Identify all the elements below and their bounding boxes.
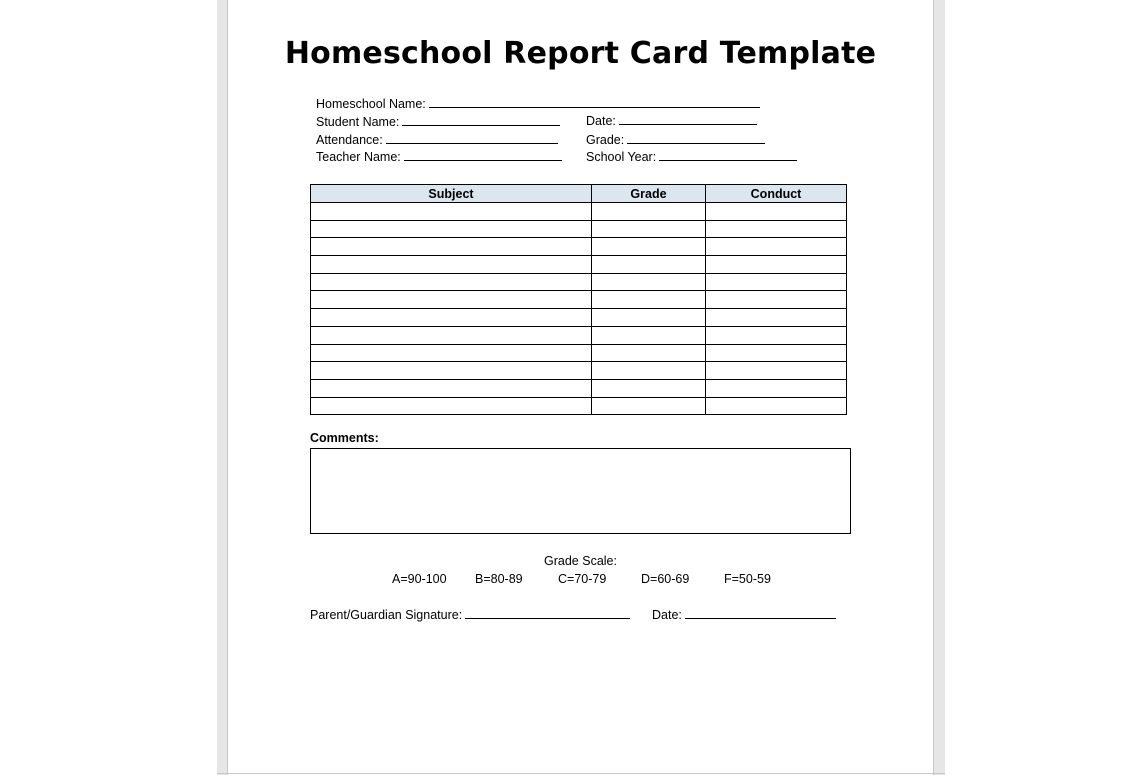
grades-table-body — [311, 203, 847, 415]
table-row — [311, 291, 847, 309]
subject-cell[interactable] — [311, 203, 592, 221]
grade-label: Grade: — [586, 133, 625, 147]
table-row — [311, 397, 847, 415]
page-left-gutter — [217, 0, 228, 775]
attendance-line[interactable] — [386, 133, 558, 144]
conduct-cell[interactable] — [706, 344, 847, 362]
grade-cell[interactable] — [592, 326, 706, 344]
subject-cell[interactable] — [311, 326, 592, 344]
conduct-cell[interactable] — [706, 362, 847, 380]
parent-signature-line[interactable] — [465, 608, 630, 619]
page-bottom-edge — [217, 773, 945, 774]
grade-scale-item-c: C=70-79 — [558, 572, 607, 586]
homeschool-name-field[interactable] — [316, 97, 760, 112]
conduct-cell[interactable] — [706, 397, 847, 415]
grade-scale-title: Grade Scale: — [544, 554, 617, 568]
subject-cell[interactable] — [311, 344, 592, 362]
grades-table — [310, 184, 847, 415]
grade-scale-item-b: B=80-89 — [475, 572, 523, 586]
grade-cell[interactable] — [592, 203, 706, 221]
subject-cell[interactable] — [311, 273, 592, 291]
table-row — [311, 326, 847, 344]
grade-cell[interactable] — [592, 397, 706, 415]
signature-date-label: Date: — [652, 608, 682, 622]
table-row — [311, 238, 847, 256]
table-row — [311, 220, 847, 238]
grade-scale-item-a: A=90-100 — [392, 572, 447, 586]
table-row — [311, 362, 847, 380]
subject-header: Subject — [311, 185, 592, 203]
table-row — [311, 344, 847, 362]
homeschool-name-line[interactable] — [429, 97, 760, 108]
conduct-cell[interactable] — [706, 379, 847, 397]
conduct-cell[interactable] — [706, 291, 847, 309]
grade-cell[interactable] — [592, 238, 706, 256]
grade-field[interactable] — [586, 133, 765, 148]
conduct-header: Conduct — [706, 185, 847, 203]
subject-cell[interactable] — [311, 220, 592, 238]
table-row — [311, 256, 847, 274]
date-line[interactable] — [619, 114, 757, 125]
school-year-line[interactable] — [659, 150, 797, 161]
document-title: Homeschool Report Card Template — [284, 36, 877, 71]
grade-cell[interactable] — [592, 362, 706, 380]
subject-cell[interactable] — [311, 309, 592, 327]
table-row — [311, 379, 847, 397]
grade-cell[interactable] — [592, 379, 706, 397]
conduct-cell[interactable] — [706, 238, 847, 256]
table-row — [311, 309, 847, 327]
parent-signature-label: Parent/Guardian Signature: — [310, 608, 463, 622]
subject-cell[interactable] — [311, 238, 592, 256]
conduct-cell[interactable] — [706, 220, 847, 238]
table-row — [311, 203, 847, 221]
comments-label: Comments: — [310, 431, 379, 445]
table-header-row — [311, 185, 847, 203]
document-page — [228, 0, 933, 773]
signature-date-field[interactable] — [652, 608, 836, 622]
teacher-name-label: Teacher Name: — [316, 150, 401, 164]
grade-cell[interactable] — [592, 256, 706, 274]
grade-header: Grade — [592, 185, 706, 203]
school-year-field[interactable] — [586, 150, 797, 165]
date-label: Date: — [586, 114, 616, 128]
conduct-cell[interactable] — [706, 326, 847, 344]
date-field[interactable] — [586, 114, 757, 129]
subject-cell[interactable] — [311, 362, 592, 380]
conduct-cell[interactable] — [706, 309, 847, 327]
grade-cell[interactable] — [592, 344, 706, 362]
table-row — [311, 273, 847, 291]
teacher-name-field[interactable] — [316, 150, 562, 165]
conduct-cell[interactable] — [706, 203, 847, 221]
attendance-label: Attendance: — [316, 133, 383, 147]
student-name-line[interactable] — [402, 115, 560, 126]
grade-line[interactable] — [627, 133, 765, 144]
subject-cell[interactable] — [311, 397, 592, 415]
grade-scale-item-f: F=50-59 — [724, 572, 771, 586]
page-right-gutter — [933, 0, 945, 775]
grade-cell[interactable] — [592, 273, 706, 291]
attendance-field[interactable] — [316, 133, 558, 148]
teacher-name-line[interactable] — [404, 150, 562, 161]
parent-signature-field[interactable] — [310, 608, 630, 622]
comments-box[interactable] — [310, 448, 851, 534]
grade-cell[interactable] — [592, 291, 706, 309]
grade-cell[interactable] — [592, 220, 706, 238]
school-year-label: School Year: — [586, 150, 657, 164]
conduct-cell[interactable] — [706, 256, 847, 274]
subject-cell[interactable] — [311, 379, 592, 397]
student-name-field[interactable] — [316, 115, 560, 130]
student-name-label: Student Name: — [316, 115, 400, 129]
signature-date-line[interactable] — [685, 608, 836, 619]
homeschool-name-label: Homeschool Name: — [316, 97, 426, 111]
subject-cell[interactable] — [311, 256, 592, 274]
grade-scale-item-d: D=60-69 — [641, 572, 690, 586]
subject-cell[interactable] — [311, 291, 592, 309]
grade-cell[interactable] — [592, 309, 706, 327]
conduct-cell[interactable] — [706, 273, 847, 291]
